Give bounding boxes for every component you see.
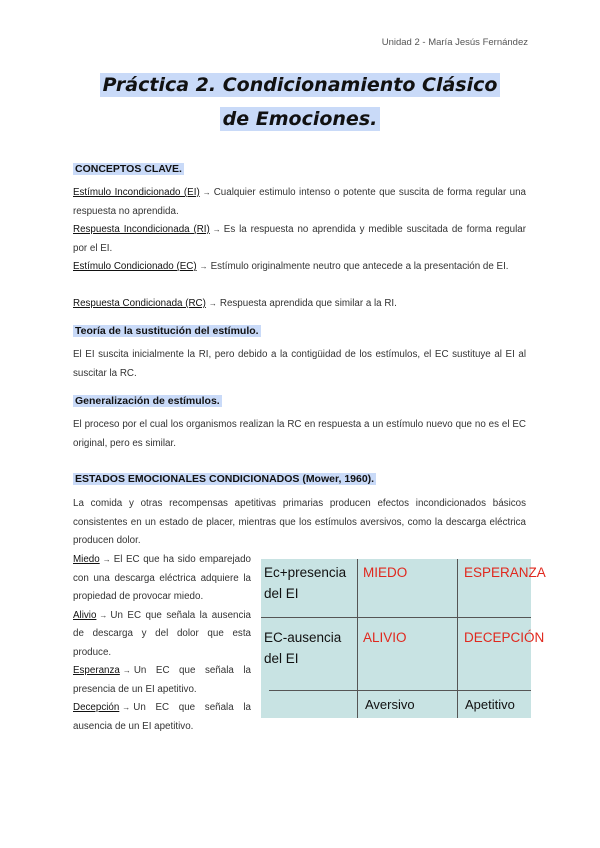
emotion-term: Esperanza: [73, 665, 120, 676]
concept-term: Estímulo Condicionado (EC): [73, 261, 197, 272]
arrow-icon: →: [212, 225, 221, 234]
grid-divider: [457, 559, 458, 718]
emotion-definition: Un EC que señala la ausencia de un EI apetitivo.: [73, 702, 251, 732]
emotion-item-alivio: [73, 607, 251, 663]
grid-cell-alivio: ALIVIO: [363, 630, 407, 645]
emotions-grid: [261, 559, 546, 718]
section-heading-estados: ESTADOS EMOCIONALES CONDICIONADOS (Mower, 1960).: [75, 473, 375, 485]
concept-item-ec: [73, 258, 526, 277]
concept-definition: Cualquier estimulo intenso o potente que suscita de forma regular una respuesta no aprendida.: [73, 187, 526, 217]
generalizacion-paragraph: El proceso por el cual los organismos realizan la RC en respuesta a un estímulo nuevo que no es el EC original, pero es similar.: [73, 419, 526, 449]
arrow-icon: →: [122, 703, 131, 712]
grid-divider: [269, 690, 531, 691]
concept-item-ei: [73, 184, 526, 221]
emotion-term: Alivio: [73, 609, 97, 621]
grid-col-label-aversivo: Aversivo: [365, 697, 415, 712]
section-heading-teoria: Teoría de la sustitución del estímulo.: [75, 325, 259, 337]
emotion-term: Decepción: [73, 702, 120, 713]
concept-definition: Es la respuesta no aprendida y medible suscitada de forma regular por el EI.: [73, 224, 526, 254]
arrow-icon: →: [208, 299, 217, 308]
arrow-icon: →: [99, 610, 108, 620]
page-title-line-2: de Emociones.: [0, 108, 600, 130]
emotion-definition: Un EC que señala la ausencia de descarga y del dolor que esta produce.: [73, 609, 251, 658]
grid-cell-decepcion: DECEPCIÓN: [464, 630, 545, 645]
emotion-definition: Un EC que señala la presencia de un EI apetitivo.: [73, 665, 251, 695]
concept-term: Respuesta Incondicionada (RI): [73, 224, 210, 235]
arrow-icon: →: [102, 555, 111, 564]
emotion-definition: El EC que ha sido emparejado con una descarga eléctrica adquiere la propiedad de provocar miedo.: [73, 554, 251, 602]
grid-row-label-ausencia: EC-ausencia del EI: [264, 630, 342, 666]
concept-item-ri: [73, 221, 526, 258]
estados-intro-paragraph: La comida y otras recompensas apetitivas primarias producen efectos incondicionados básicos consistentes en un estado de placer, mientras que los estímulos aversivos, como la descarga eléctrica producen dolor.: [73, 498, 526, 546]
teoria-paragraph: El EI suscita inicialmente la RI, pero debido a la contigüidad de los estímulos, el EC sustituye al EI al suscitar la RC.: [73, 349, 526, 379]
emotion-term: Miedo: [73, 554, 100, 565]
concept-term: Estímulo Incondicionado (EI): [73, 187, 200, 198]
grid-cell-esperanza: ESPERANZA: [464, 565, 546, 580]
grid-divider: [357, 559, 358, 718]
arrow-icon: →: [202, 188, 211, 197]
emotion-definitions: [73, 551, 251, 736]
grid-divider: [261, 617, 531, 618]
concept-definition: Respuesta aprendida que similar a la RI.: [219, 298, 397, 309]
section-heading-generalizacion: Generalización de estímulos.: [75, 395, 220, 407]
emotion-item-miedo: [73, 551, 251, 607]
concept-definition: Estímulo originalmente neutro que antecede a la presentación de EI.: [210, 261, 509, 272]
grid-row-label-presencia: Ec+presencia del EI: [264, 565, 347, 601]
emotion-item-esperanza: [73, 662, 251, 699]
arrow-icon: →: [199, 262, 208, 271]
emotion-item-decepcion: [73, 699, 251, 736]
section-heading-conceptos: CONCEPTOS CLAVE.: [75, 163, 182, 175]
concept-item-rc: [73, 295, 526, 314]
concept-term: Respuesta Condicionada (RC): [73, 298, 206, 309]
grid-col-label-apetitivo: Apetitivo: [465, 697, 515, 712]
page-title-line-1: Práctica 2. Condicionamiento Clásico: [0, 74, 600, 96]
arrow-icon: →: [122, 666, 131, 675]
header-author-note: Unidad 2 - María Jesús Fernández: [381, 37, 528, 48]
grid-cell-miedo: MIEDO: [363, 565, 408, 580]
